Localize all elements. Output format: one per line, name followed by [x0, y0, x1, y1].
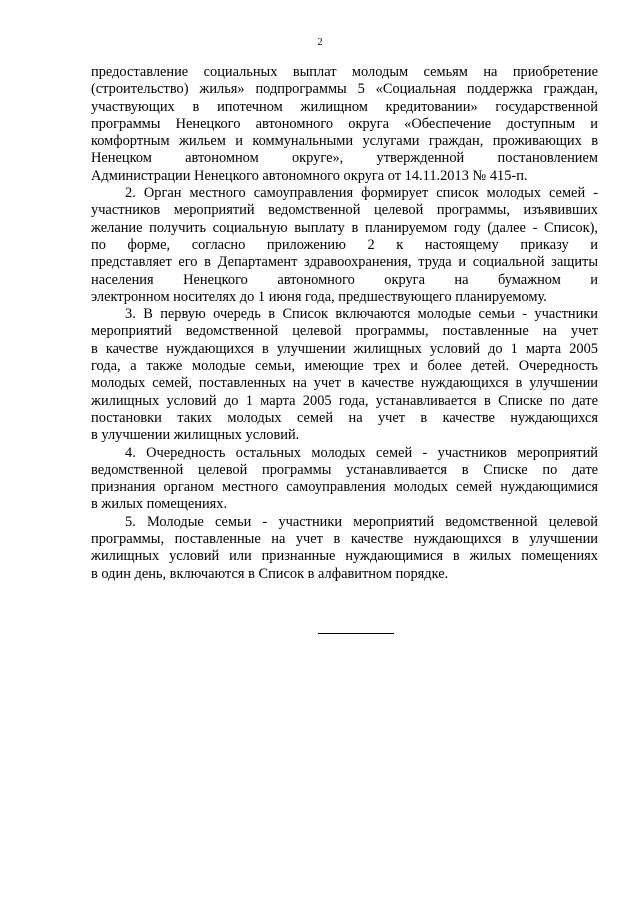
text-line: представляет его в Департамент здравоохранения, труда и социальной защиты — [91, 254, 598, 271]
text-line: желание получить социальную выплату в планируемом году (далее - Список), — [91, 219, 598, 236]
text-line: программы, поставленные на учет в качестве нуждающихся в улучшении — [91, 531, 598, 548]
text-line: в качестве нуждающихся в улучшении жилищных условий до 1 марта 2005 — [91, 340, 598, 357]
text-line: ведомственной целевой программы устанавливается в Списке по дате — [91, 461, 598, 478]
text-line: признания органом местного самоуправления молодых семей нуждающимися — [91, 479, 598, 496]
text-line: участвующих в ипотечном жилищном кредитовании» государственной — [91, 98, 598, 115]
text-line: жилищных условий или признанные нуждающимися в жилых помещениях — [91, 548, 598, 565]
text-line: в жилых помещениях. — [91, 496, 228, 513]
text-line: молодых семей, поставленных на учет в качестве нуждающихся в улучшении — [91, 375, 598, 392]
text-line: комфортным жильем и коммунальными услугами граждан, проживающих в — [91, 133, 598, 150]
text-line: по форме, согласно приложению 2 к настоящему приказу и — [91, 236, 598, 253]
text-line: 2. Орган местного самоуправления формирует список молодых семей - — [125, 185, 598, 202]
text-line: (строительство) жилья» подпрограммы 5 «Социальная поддержка граждан, — [91, 81, 598, 98]
text-line: 4. Очередность остальных молодых семей - участников мероприятий — [125, 444, 598, 461]
text-line: в улучшении жилищных условий. — [91, 427, 300, 444]
intro-paragraph — [91, 64, 598, 185]
paragraph-2 — [91, 185, 598, 306]
text-line: электронном носителях до 1 июня года, предшествующего планируемому. — [91, 288, 547, 305]
text-line: Ненецком автономном округе», утвержденной постановлением — [91, 150, 598, 167]
text-line: населения Ненецкого автономного округа на бумажном и — [91, 271, 598, 288]
paragraph-5 — [91, 514, 598, 583]
document-body — [91, 64, 598, 583]
text-line: в один день, включаются в Список в алфавитном порядке. — [91, 565, 449, 582]
paragraph-4 — [91, 445, 598, 514]
text-line: 3. В первую очередь в Список включаются молодые семьи - участники — [125, 306, 598, 323]
text-line: 5. Молодые семьи - участники мероприятий ведомственной целевой — [125, 513, 598, 530]
text-line: программы Ненецкого автономного округа «Обеспечение доступным и — [91, 115, 598, 132]
end-of-document-rule — [318, 633, 394, 634]
text-line: участников мероприятий ведомственной целевой программы, изъявивших — [91, 202, 598, 219]
paragraph-3 — [91, 306, 598, 444]
text-line: жилищных условий до 1 марта 2005 года, устанавливается в Списке по дате — [91, 392, 598, 409]
text-line: мероприятий ведомственной целевой программы, поставленные на учет — [91, 323, 598, 340]
text-line: постановки таких молодых семей на учет в качестве нуждающихся — [91, 409, 598, 426]
page-number: 2 — [317, 37, 323, 48]
text-line: предоставление социальных выплат молодым семьям на приобретение — [91, 64, 598, 80]
text-line: Администрации Ненецкого автономного округа от 14.11.2013 № 415-п. — [91, 167, 528, 184]
text-line: года, а также молодые семьи, имеющие трех и более детей. Очередность — [91, 358, 598, 375]
